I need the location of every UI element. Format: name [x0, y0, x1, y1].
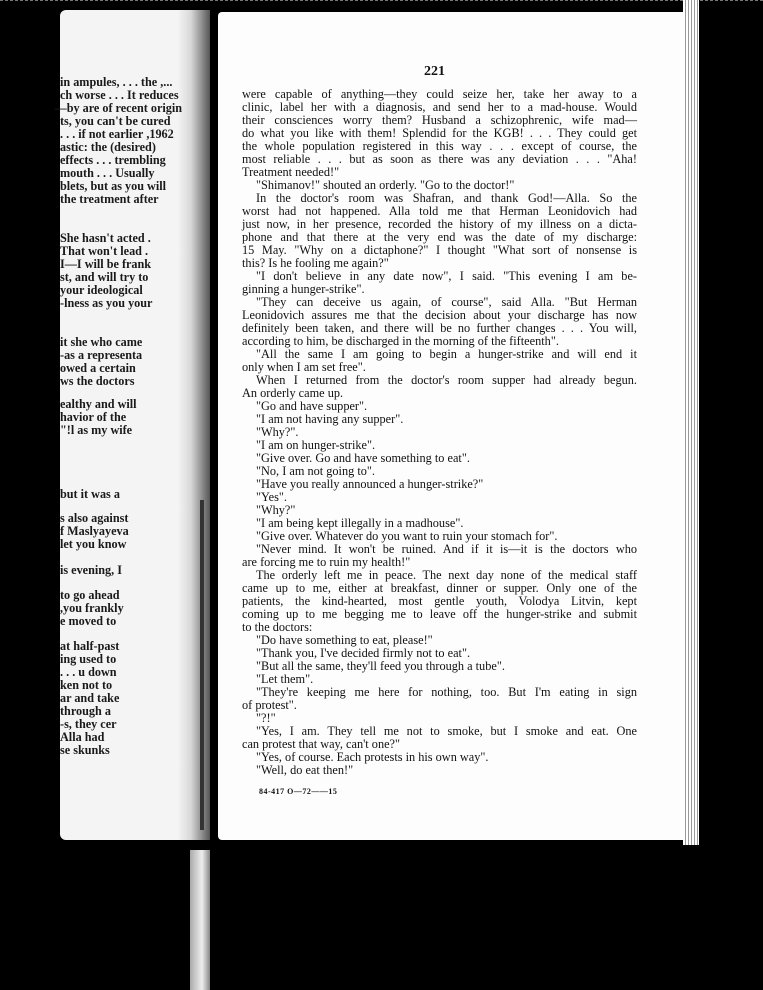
text-line: "No, I am not going to". [256, 464, 375, 478]
text-line: patients, the kind-hearted, most gentle youth, Volodya Litvin, kept [242, 594, 637, 608]
text-line: most reliable . . . but as soon as there was any deviation . . . "Aha! [242, 152, 637, 166]
text-line: "Give over. Whatever do you want to ruin your stomach for". [256, 529, 558, 543]
text-line: "Give over. Go and have something to eat". [256, 451, 470, 465]
text-line: were capable of anything—they could seize her, take her away to a [242, 87, 637, 101]
left-page-line: ealthy and will [60, 397, 137, 411]
text-line: "All the same I am going to begin a hunger-strike and will end it [256, 347, 637, 361]
text-line: "Go and have supper". [256, 399, 368, 413]
left-page-line: the treatment after [60, 192, 159, 206]
text-line: definitely been taken, and there will be no further changes . . . You will, [242, 321, 637, 335]
text-line: are forcing me to ruin my health!" [242, 555, 411, 569]
left-page-line: mouth . . . Usually [60, 166, 155, 180]
text-line: 15 May. "Why on a dictaphone?" I thought "What sort of nonsense is [242, 243, 637, 257]
text-line: "I don't believe in any date now", I said. "This evening I am be- [256, 269, 637, 283]
binding-shadow [200, 500, 204, 830]
text-line: worst had not happened. Alla told me that Herman Leonidovich had [242, 204, 637, 218]
text-line: their consciences worry them? Husband a schizophrenic, wife mad— [242, 113, 637, 127]
text-line: The orderly left me in peace. The next day none of the medical staff [256, 568, 637, 582]
left-page-line: . She hasn't acted [60, 231, 151, 245]
text-line: "Why?". [256, 425, 299, 439]
left-page-line: blets, but as you will [60, 179, 166, 193]
text-line: "Why?" [256, 503, 296, 517]
text-line: "I am being kept illegally in a madhouse". [256, 516, 464, 530]
left-page-line: your ideological [60, 283, 143, 297]
left-page-line: through a [60, 704, 111, 718]
left-page-line: s also against [60, 511, 129, 525]
left-page-line: you frankly, [60, 601, 124, 615]
left-page-line: e moved to [60, 614, 117, 628]
text-line: only when I am set free". [242, 360, 366, 374]
left-page-line: effects . . . trembling [60, 153, 166, 167]
left-page-line: ..., in ampules, . . . the [60, 75, 173, 89]
text-line: In the doctor's room was Shafran, and thank God!—Alla. So the [256, 191, 637, 205]
text-line: "I am on hunger-strike". [256, 438, 376, 452]
text-line: Leonidovich assures me that the decision about your discharge has now [242, 308, 637, 322]
text-line: ginning a hunger-strike". [242, 282, 365, 296]
text-line: of protest". [242, 698, 297, 712]
left-page-line: 1962, if not earlier . . . [60, 127, 174, 141]
left-page-line: at half-past [60, 639, 120, 653]
left-page-line: . That won't lead [60, 244, 149, 258]
text-line: clinic, label her with a diagnosis, and send her to a mad-house. Would [242, 100, 637, 114]
left-page-line: f Maslyayeva [60, 524, 129, 538]
text-line: "Shimanov!" shouted an orderly. "Go to the doctor!" [256, 178, 515, 192]
text-line: to the doctors: [242, 620, 313, 634]
text-line: "Thank you, I've decided firmly not to eat". [256, 646, 471, 660]
left-page-line: ch worse . . . It reduces [60, 88, 179, 102]
text-line: Treatment needed!" [242, 165, 340, 179]
left-page-line: astic: the (desired) [60, 140, 156, 154]
text-line: "Yes, of course. Each protests in his own way". [256, 750, 489, 764]
left-page-line: let you know [60, 537, 127, 551]
text-line: this? Is he fooling me again?" [242, 256, 389, 270]
text-line: "Yes". [256, 490, 288, 504]
text-line: "But all the same, they'll feed you through a tube". [256, 659, 505, 673]
left-page-gutter-shadow [178, 10, 210, 840]
left-page-line: lness as you your- [60, 296, 153, 310]
text-line: just now, in her presence, recorded the history of my illness on a dicta- [242, 217, 637, 231]
left-page-line: ken not to [60, 678, 113, 692]
text-line: coming up to me begging me to leave off the hunger-strike and submit [242, 607, 637, 621]
left-page-line: ar and take [60, 691, 120, 705]
text-line: "Never mind. It won't be ruined. And if it is—it is the doctors who [256, 542, 637, 556]
page-edge-flap [190, 850, 210, 990]
left-page-line: I—I will be frank [60, 257, 152, 271]
text-line: came up to me, either at breakfast, dinner or supper. Only one of the [242, 581, 637, 595]
text-line: When I returned from the doctor's room supper had already begun. [256, 373, 637, 387]
left-page-line: ing used to [60, 652, 117, 666]
scan-top-border [0, 0, 763, 6]
left-page-line: by are of recent origin— [54, 101, 182, 115]
text-line: "They're keeping me here for nothing, too. But I'm eating in sign [256, 685, 637, 699]
left-page-line: havior of the [60, 410, 127, 424]
left-page-line: u down . . . [60, 665, 117, 679]
right-page-edges [683, 0, 699, 845]
left-page-line: to go ahead [60, 588, 120, 602]
left-page-line: se skunks [60, 743, 110, 757]
text-line: An orderly came up. [242, 386, 344, 400]
text-line: "I am not having any supper". [256, 412, 404, 426]
left-page-line: s, they cer- [60, 717, 117, 731]
text-line: do what you like with them! Splendid for the KGB! . . . They could get [242, 126, 637, 140]
text-line: the whole population registered in this way . . . except of course, the [242, 139, 637, 153]
page-number: 221 [424, 64, 445, 79]
left-page-line: but it was a [60, 487, 120, 501]
left-page-line: ts, you can't be cured [60, 114, 171, 128]
text-line: can protest that way, can't one?" [242, 737, 401, 751]
print-footer: 84-417 O—72——15 [259, 787, 338, 796]
text-line: according to him, be discharged in the morning of the fifteenth". [242, 334, 559, 348]
text-line: "They can deceive us again, of course", said Alla. "But Herman [256, 295, 637, 309]
left-page-line: st, and will try to [60, 270, 149, 284]
left-page-line: is evening, I [60, 563, 122, 577]
text-line: "Let them". [256, 672, 314, 686]
text-line: "Have you really announced a hunger-strike?" [256, 477, 484, 491]
text-line: "?!" [256, 711, 276, 725]
left-page-line: l as my wife!" [60, 423, 133, 437]
left-page-line: ws the doctors [60, 374, 135, 388]
left-page-line: it she who came [60, 335, 143, 349]
text-line: "Yes, I am. They tell me not to smoke, but I smoke and eat. One [256, 724, 637, 738]
left-page-line: as a representa- [60, 348, 143, 362]
text-line: "Well, do eat then!" [256, 763, 354, 777]
text-line: "Do have something to eat, please!" [256, 633, 433, 647]
left-page-line: Alla had [60, 730, 105, 744]
left-page-line: owed a certain [60, 361, 136, 375]
text-line: phone and that there at the very end was the date of my discharge: [242, 230, 637, 244]
